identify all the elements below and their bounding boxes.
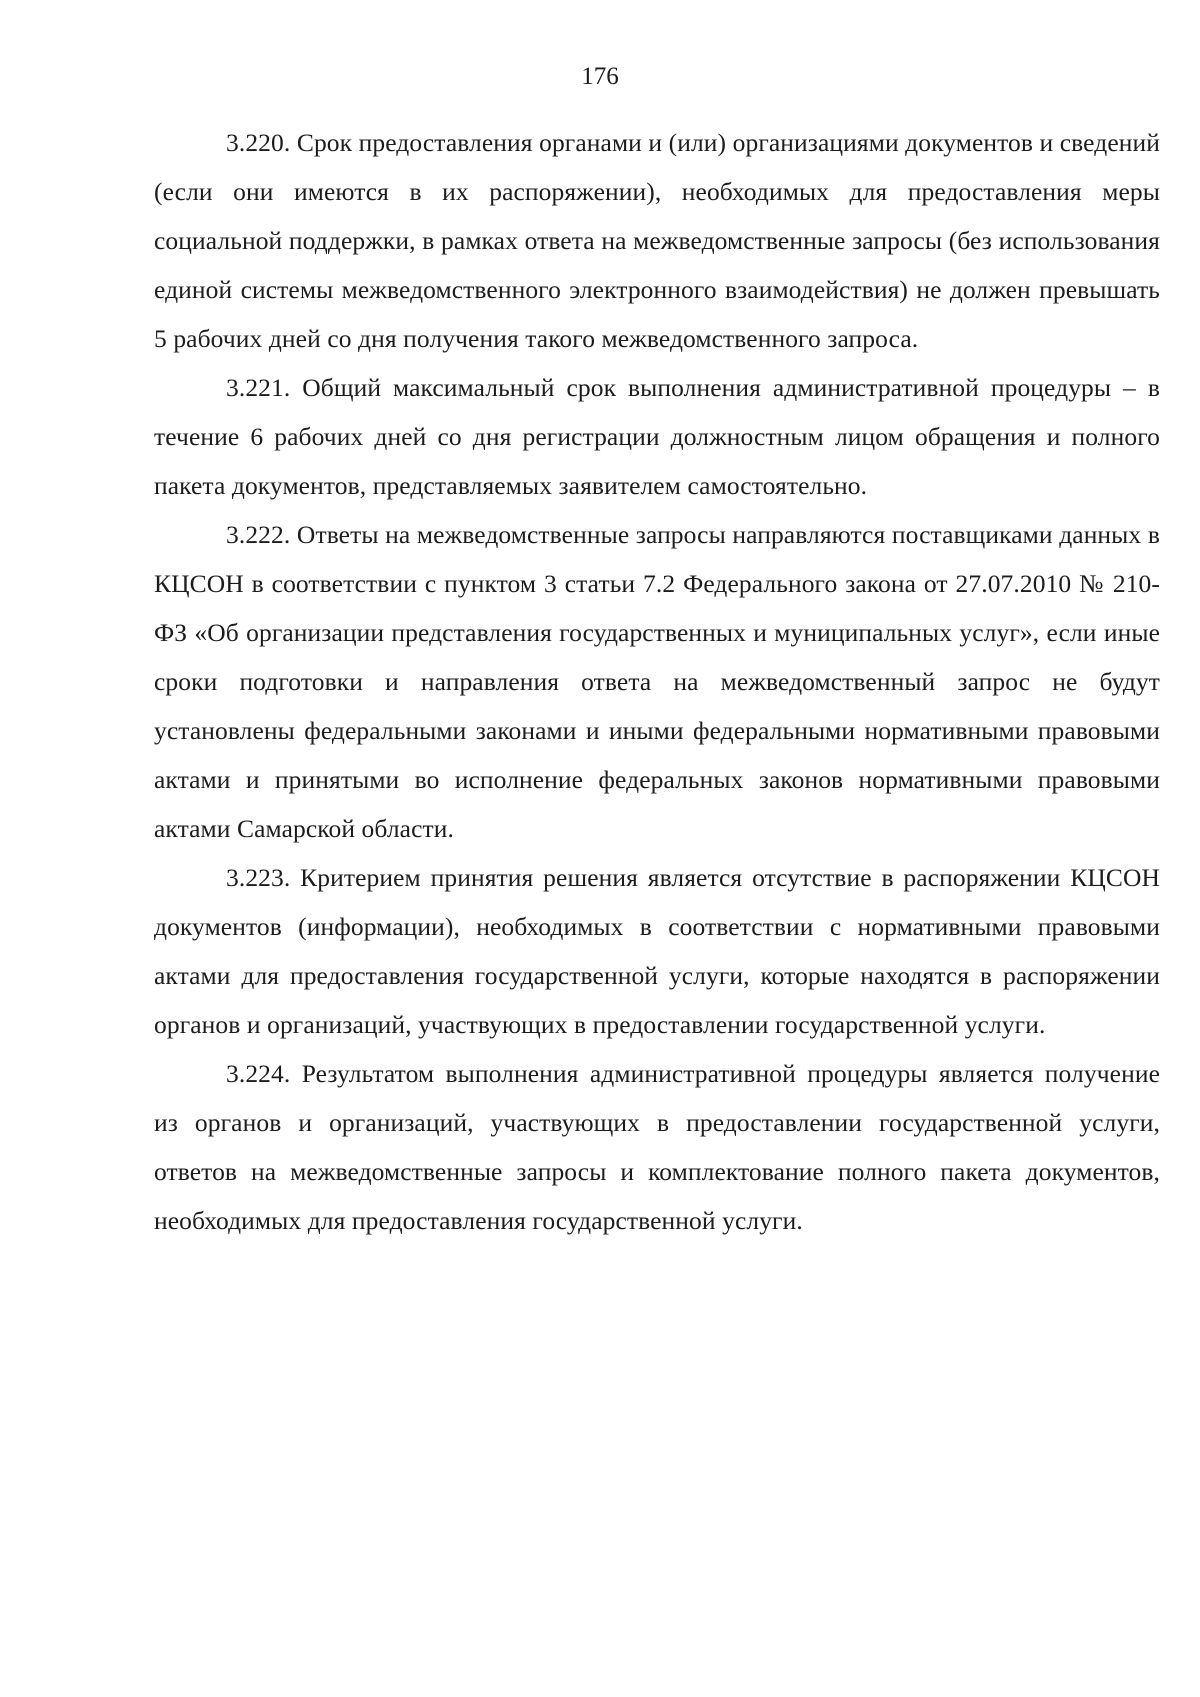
paragraph-3-222: 3.222. Ответы на межведомственные запросы направляются поставщиками данных в КЦСОН в соответствии с пунктом 3 статьи 7.2 Федерального закона от 27.07.2010 № 210-ФЗ «Об организации представления государственных и муниципальных услуг», если иные сроки подготовки и направления ответа на межведомственный запрос не будут установлены федеральными законами и иными федеральными нормативными правовыми актами и принятыми во исполнение федеральных законов нормативными правовыми актами Самарской области. [154, 520, 1160, 843]
paragraph-3-221: 3.221. Общий максимальный срок выполнения административной процедуры – в течение 6 рабочих дней со дня регистрации должностным лицом обращения и полного пакета документов, представляемых заявителем самостоятельно. [154, 373, 1160, 500]
document-body [154, 118, 1160, 1245]
paragraph-3-220: 3.220. Срок предоставления органами и (или) организациями документов и сведений (если они имеются в их распоряжении), необходимых для предоставления меры социальной поддержки, в рамках ответа на межведомственные запросы (без использования единой системы межведомственного электронного взаимодействия) не должен превышать 5 рабочих дней со дня получения такого межведомственного запроса. [154, 128, 1160, 353]
page-number: 176 [581, 63, 619, 90]
paragraph-3-224: 3.224. Результатом выполнения административной процедуры является получение из органов и организаций, участвующих в предоставлении государственной услуги, ответов на межведомственные запросы и комплектование полного пакета документов, необходимых для предоставления государственной услуги. [154, 1059, 1160, 1235]
paragraph-3-223: 3.223. Критерием принятия решения является отсутствие в распоряжении КЦСОН документов (информации), необходимых в соответствии с нормативными правовыми актами для предоставления государственной услуги, которые находятся в распоряжении органов и организаций, участвующих в предоставлении государственной услуги. [154, 863, 1160, 1039]
